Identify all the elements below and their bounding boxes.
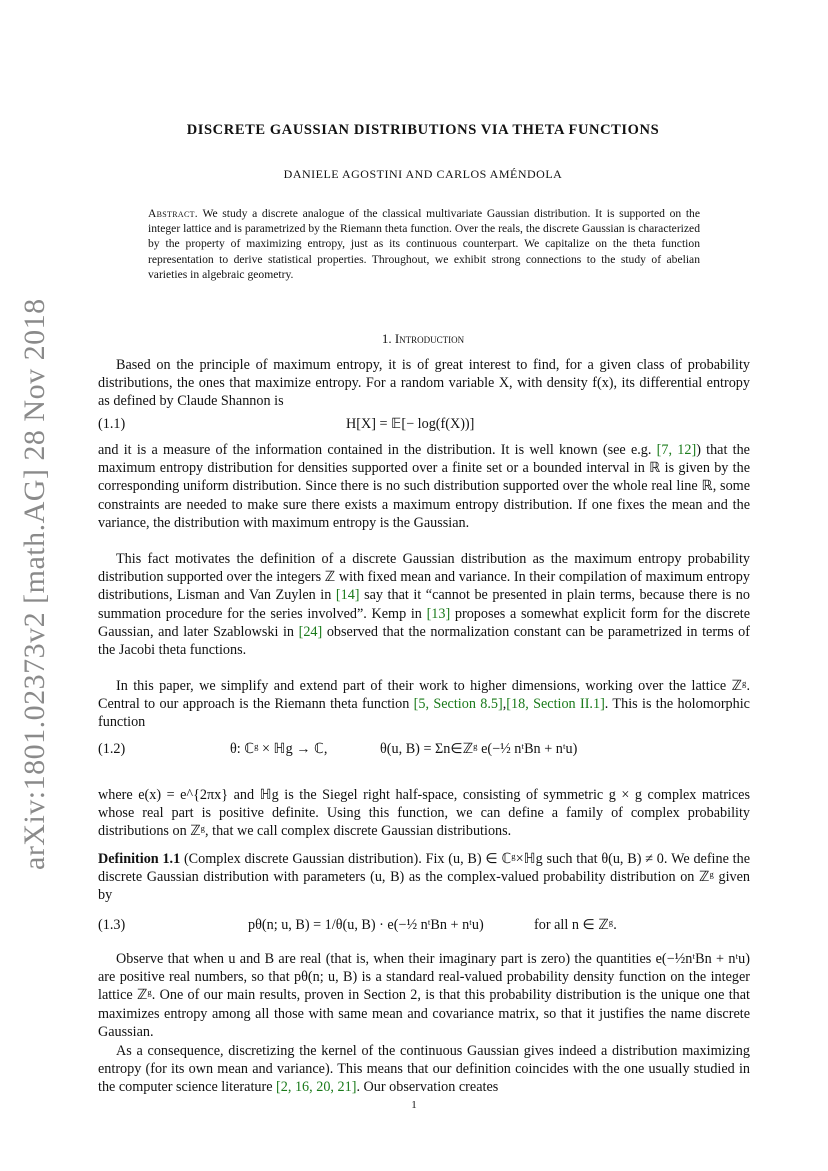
- equation-1-2: [98, 741, 750, 781]
- equation-body: H[X] = 𝔼[− log(f(X))]: [346, 416, 475, 432]
- abstract: [148, 206, 700, 282]
- definition-text: Fix (u, B) ∈ ℂᵍ×ℍg such that θ(u, B) ≠ 0. We define the discrete Gaussian distribution with parameters (u, B) as the complex-valued probability distribution on ℤᵍ given by: [98, 851, 750, 904]
- equation-number: (1.3): [98, 917, 126, 933]
- paragraph-3: This fact motivates the definition of a discrete Gaussian distribution as the maximum entropy probability distribution supported over the integers ℤ with fixed mean and variance. In their compilation of maximum entropy distributions, Lisman and Van Zuylen in [14] say that it “cannot be presented in plain terms, because there is no summation procedure for the series involved”. Kemp in [13] proposes a somewhat explicit form for the discrete Gaussian, and later Szablowski in [24] observed that the normalization constant can be parametrized in terms of the Jacobi theta functions.: [98, 551, 750, 659]
- paragraph-6-text: Observe that when u and B are real (that is, when their imaginary part is zero) the quantities e(−½nᵗBn + nᵗu) are positive real numbers, so that pθ(n; u, B) is a standard real-valued probability density function on the integer lattice ℤᵍ. One of our main results, proven in Section 2, is that this probability distribution is the unique one that maximizes entropy among all those with same mean and covariance matrix, so that it justifies the name discrete Gaussian.: [98, 951, 750, 1040]
- equation-1-1: [98, 416, 750, 436]
- paragraph-1-text: Based on the principle of maximum entropy, it is of great interest to find, for a given class of probability distributions, the ones that maximize entropy. For a random variable X, with density f(x), its differential entropy as defined by Claude Shannon is: [98, 357, 750, 410]
- abstract-text: We study a discrete analogue of the classical multivariate Gaussian distribution. It is supported on the integer lattice and is parametrized by the Riemann theta function. Over the reals, the discrete Gaussian is characterized by the property of maximizing entropy, just as its continuous counterpart. We capitalize on the theta function representation to derive statistical properties. Throughout, we exhibit strong connections to the study of abelian varieties in algebraic geometry.: [148, 207, 700, 281]
- citation-link[interactable]: [14]: [335, 587, 360, 604]
- citation-link[interactable]: [7, 12]: [656, 442, 697, 458]
- citation-link[interactable]: [18, Section II.1]: [506, 696, 605, 713]
- equation-number: (1.1): [98, 416, 126, 432]
- paragraph-2: and it is a measure of the information contained in the distribution. It is well known (see e.g. [7, 12]) that the maximum entropy distribution for densities supported over a finite set or a bounded interval in ℝ is given by the corresponding uniform distribution. Since there is no such distribution supported over the whole real line ℝ, some constraints are needed to make sure there exists a maximum entropy distribution. If one fixes the mean and the variance, the distribution with maximum entropy is the Gaussian.: [98, 442, 750, 531]
- definition-label: Definition 1.1: [98, 851, 181, 867]
- arxiv-stamp: arXiv:1801.02373v2 [math.AG] 28 Nov 2018: [18, 298, 51, 870]
- citation-link[interactable]: [13]: [426, 605, 451, 622]
- abstract-label: Abstract.: [148, 207, 198, 220]
- paragraph-1: [98, 356, 750, 411]
- paragraph-4: In this paper, we simplify and extend part of their work to higher dimensions, working over the lattice ℤᵍ. Central to our approach is the Riemann theta function [5, Section 8.5],[18, Section II.1]. This is the holomorphic function: [98, 678, 750, 731]
- equation-number: (1.2): [98, 741, 126, 757]
- equation-theta-map: θ: ℂᵍ × ℍg → ℂ,: [230, 741, 328, 757]
- section-number: 1.: [381, 331, 392, 346]
- paragraph-5: [98, 786, 750, 841]
- citation-link[interactable]: [2, 16, 20, 21]: [276, 1079, 357, 1096]
- equation-theta-definition: θ(u, B) = Σn∈ℤᵍ e(−½ nᵗBn + nᵗu): [380, 741, 578, 757]
- section-heading: [98, 331, 748, 347]
- definition-1-1: [98, 850, 750, 905]
- citation-link[interactable]: [5, Section 8.5]: [413, 696, 503, 713]
- page-number: 1: [411, 1099, 417, 1111]
- equation-body: pθ(n; u, B) = 1/θ(u, B) · e(−½ nᵗBn + nᵗu): [248, 917, 484, 933]
- paper-authors: DANIELE AGOSTINI AND CARLOS AMÉNDOLA: [283, 167, 563, 181]
- definition-name: (Complex discrete Gaussian distribution).: [183, 851, 422, 867]
- section-title: Introduction: [394, 331, 465, 346]
- equation-condition: for all n ∈ ℤᵍ.: [534, 917, 617, 933]
- paragraph-7: As a consequence, discretizing the kernel of the continuous Gaussian gives indeed a distribution maximizing entropy (for its own mean and variance). This means that our definition coincides with the one usually studied in the computer science literature [2, 16, 20, 21]. Our observation creates: [98, 1043, 750, 1096]
- citation-link[interactable]: [24]: [298, 623, 323, 640]
- paragraph-5-text: where e(x) = e^{2πx} and ℍg is the Siegel right half-space, consisting of symmetric g × g complex matrices whose real part is positive definite. Using this function, we can define a family of complex probability distributions on ℤᵍ, that we call complex discrete Gaussian distributions.: [98, 787, 750, 840]
- paper-title: DISCRETE GAUSSIAN DISTRIBUTIONS VIA THETA FUNCTIONS: [186, 122, 660, 138]
- paragraph-6: [98, 950, 750, 1041]
